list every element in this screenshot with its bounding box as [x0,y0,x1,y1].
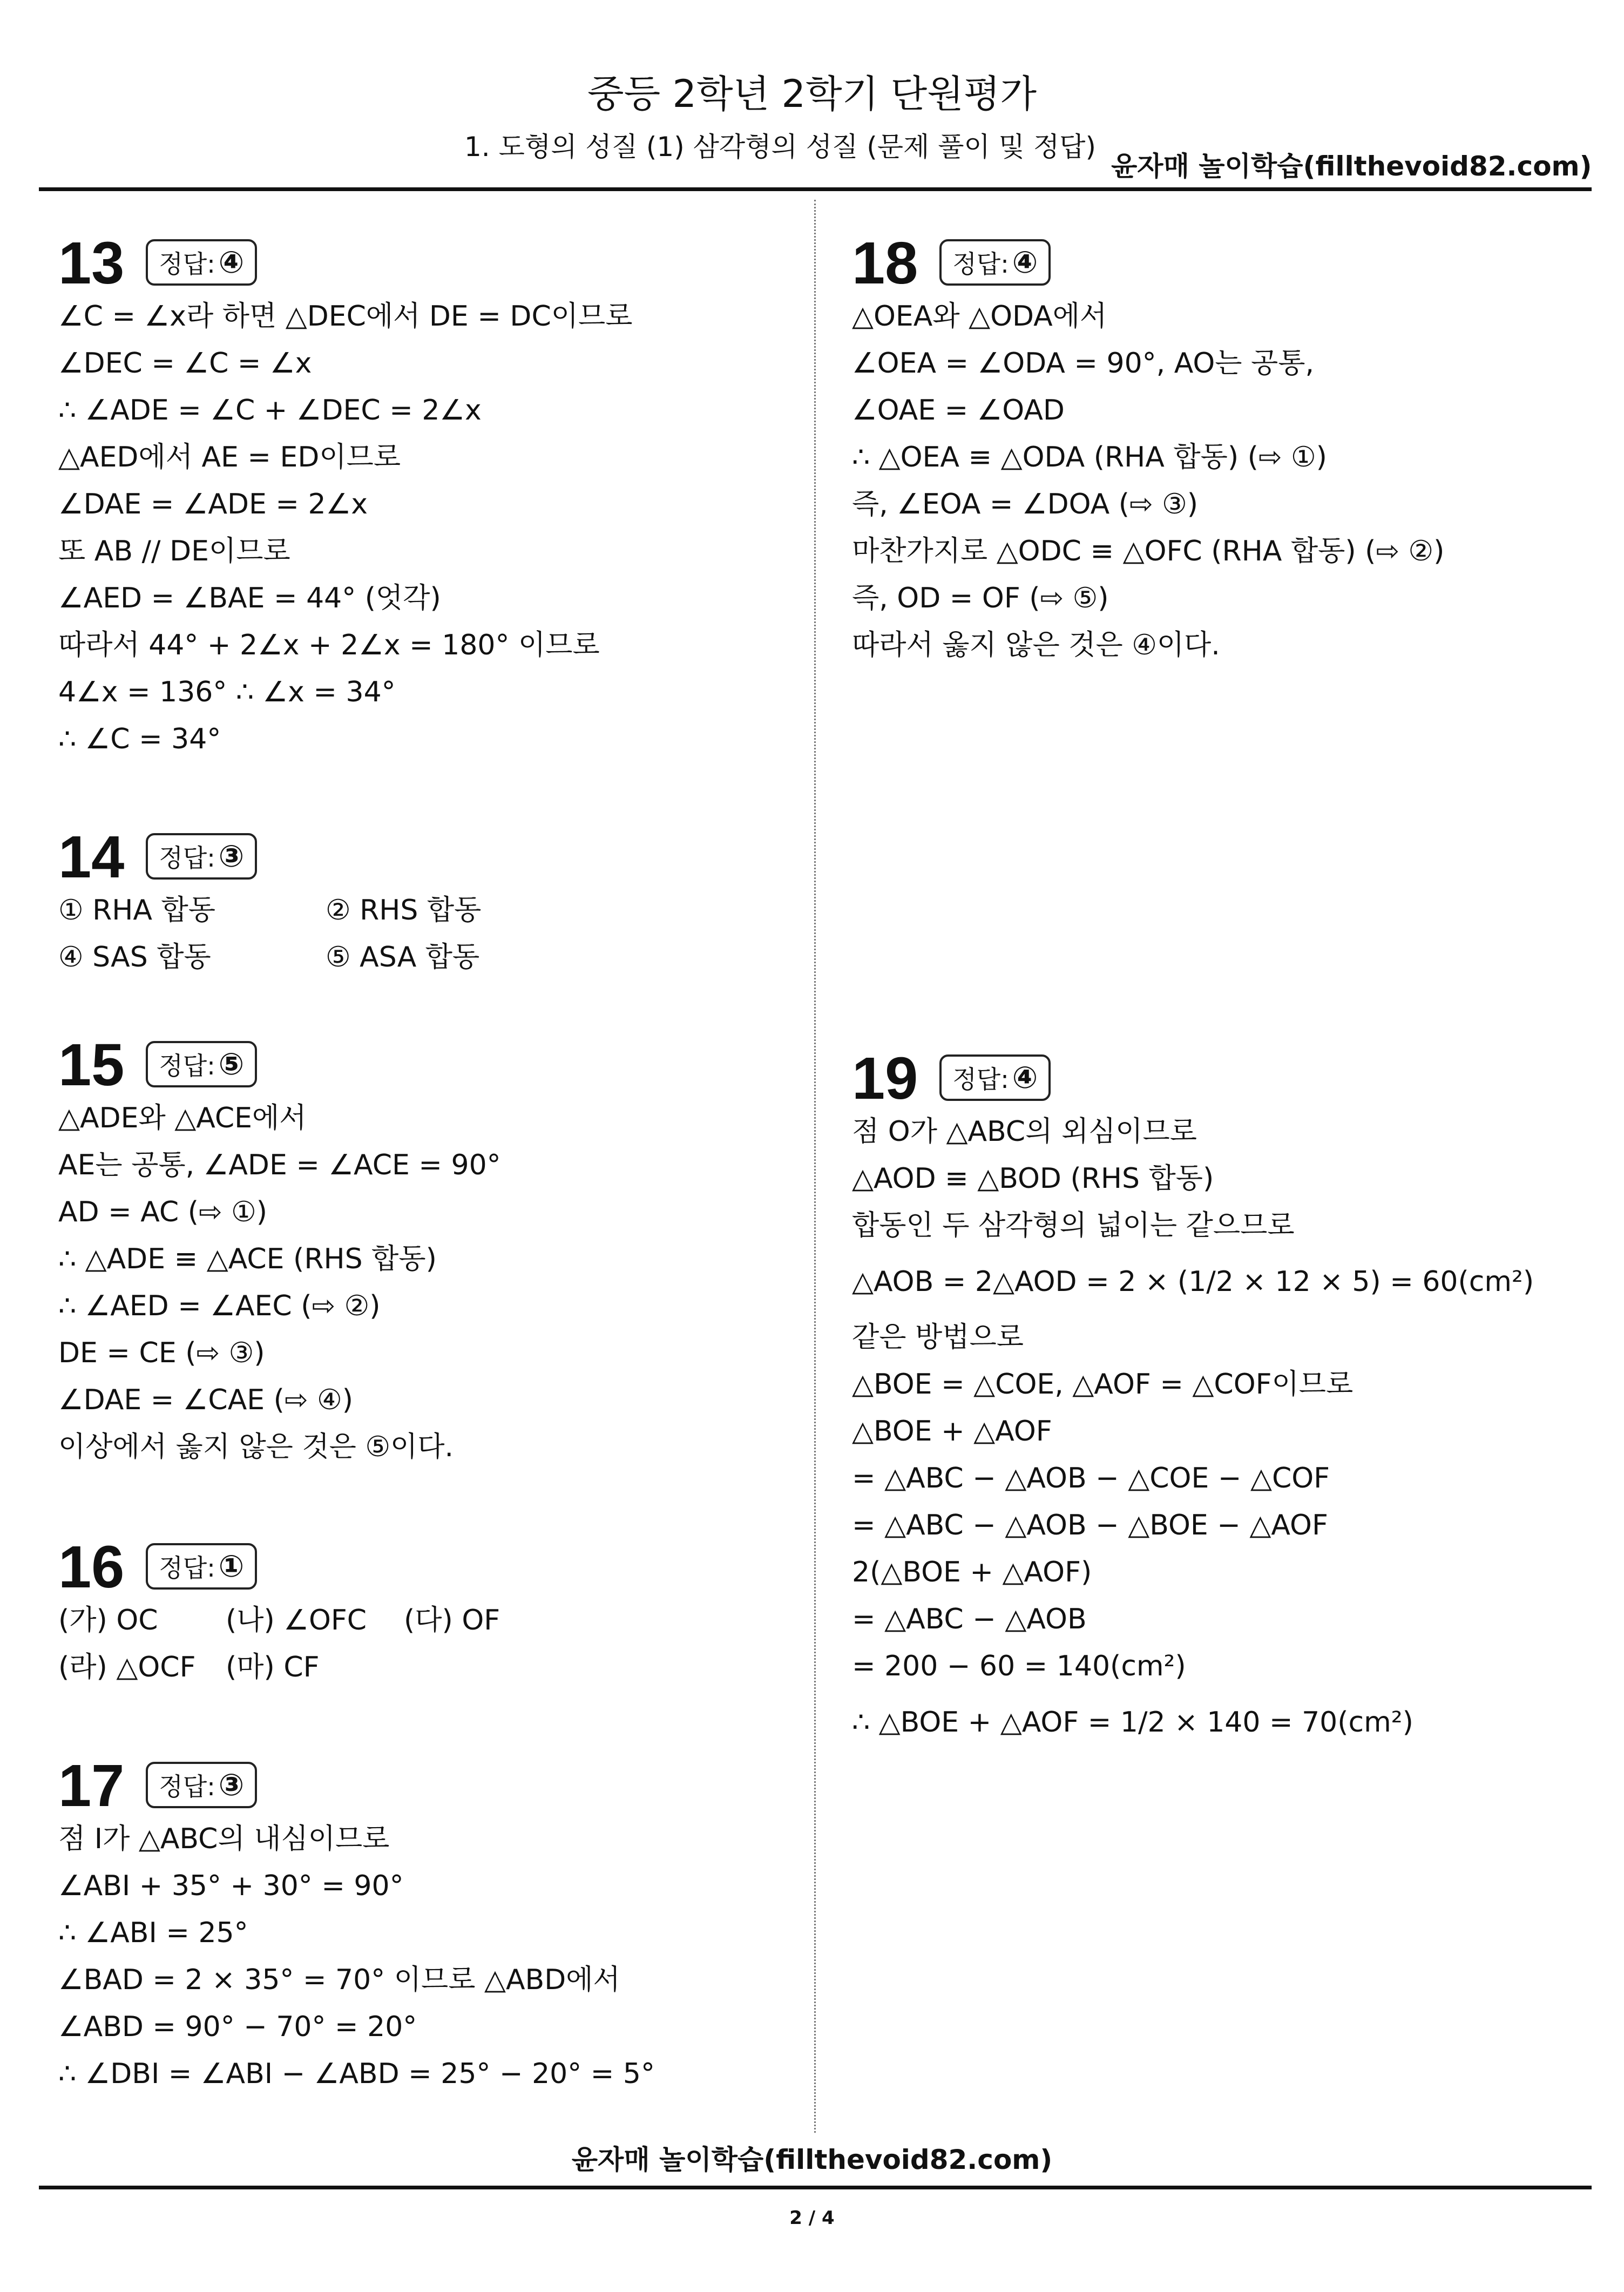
problem-18-header [852,229,1444,296]
header-rule [39,187,1592,191]
solution-line: ∠OEA = ∠ODA = 90°, AO는 공통, [852,347,1315,380]
blank-answer: (라) △OCF [58,1651,196,1683]
solution-line: DE = CE (⇨ ③) [58,1337,265,1369]
choice-item: ① RHA 합동 [58,894,215,927]
footer-rule [39,2186,1592,2189]
problem-19-header [852,1045,1534,1112]
problem-13 [58,229,632,763]
solution-line: ∠OAE = ∠OAD [852,394,1065,427]
solution-line: △OEA와 △ODA에서 [852,300,1107,333]
problem-number: 13 [58,230,125,296]
solution-line: AE는 공통, ∠ADE = ∠ACE = 90° [58,1149,501,1181]
solution-text [58,1816,655,2098]
answer-value: ⑤ [218,1046,245,1082]
solution-line: = 200 − 60 = 140(cm²) [852,1650,1186,1682]
problem-number: 19 [852,1045,918,1112]
solution-line: AD = AC (⇨ ①) [58,1196,268,1228]
solution-line: 합동인 두 삼각형의 넓이는 같으므로 [852,1209,1295,1242]
solution-line: ∠DAE = ∠CAE (⇨ ④) [58,1384,353,1416]
choice-item: ② RHS 합동 [326,894,482,927]
solution-line: ∴ ∠ADE = ∠C + ∠DEC = 2∠x [58,394,482,427]
blank-answer-row [58,1597,500,1644]
problem-17-header [58,1752,655,1819]
problem-13-header [58,229,632,296]
answer-box [146,239,257,286]
choice-item: ④ SAS 합동 [58,941,211,973]
solution-line: 점 I가 △ABC의 내심이므로 [58,1823,390,1855]
solution-text [852,1108,1534,1755]
problem-number: 15 [58,1032,125,1098]
page-number: 2 / 4 [789,2207,835,2229]
header-site-label: 윤자매 놀이학습(fillthevoid82.com) [1111,151,1592,182]
solution-line: ∴ ∠AED = ∠AEC (⇨ ②) [58,1290,381,1322]
solution-line: ∠C = ∠x라 하면 △DEC에서 DE = DC이므로 [58,300,633,333]
solution-line: 2(△BOE + △AOF) [852,1556,1092,1588]
blank-answer: (다) OF [404,1604,500,1637]
problem-number: 16 [58,1534,125,1600]
answer-box [939,1054,1051,1101]
solution-text [58,1095,501,1471]
solution-line: 따라서 옳지 않은 것은 ④이다. [852,629,1220,661]
problem-15 [58,1031,501,1471]
answer-label: 정답 : [159,1549,215,1584]
solution-line: △BOE = △COE, △AOF = △COF이므로 [852,1368,1354,1401]
problem-14-header [58,823,481,890]
solution-line: ∠ABI + 35° + 30° = 90° [58,1870,404,1902]
solution-text [58,293,632,763]
solution-line: △ADE와 △ACE에서 [58,1102,307,1134]
problem-number: 14 [58,824,125,890]
problem-number: 17 [58,1753,125,1819]
answer-box [939,239,1051,286]
solution-line: 4∠x = 136° ∴ ∠x = 34° [58,676,396,708]
answer-label: 정답 : [159,245,215,280]
column-divider [814,200,816,2133]
solution-line: ∴ ∠C = 34° [58,723,221,755]
solution-line: ∠DAE = ∠ADE = 2∠x [58,488,368,520]
choice-item: ⑤ ASA 합동 [326,941,480,973]
solution-line: △AOB = 2△AOD = 2 × (1/2 × 12 × 5) = 60(cm²) [852,1266,1534,1298]
answer-box [146,1041,257,1087]
footer-site-label: 윤자매 놀이학습(fillthevoid82.com) [571,2144,1053,2175]
problem-17 [58,1752,655,2098]
answer-value: ① [218,1549,245,1584]
problem-18 [852,229,1444,669]
answer-value: ③ [218,1767,245,1803]
solution-line: 즉, OD = OF (⇨ ⑤) [852,582,1109,614]
choice-row [58,934,481,981]
solution-line: = △ABC − △AOB − △COE − △COF [852,1462,1330,1495]
answer-box [146,833,257,880]
problem-15-header [58,1031,501,1098]
choice-row [58,887,481,934]
solution-line: = △ABC − △AOB [852,1603,1087,1635]
solution-line: = △ABC − △AOB − △BOE − △AOF [852,1509,1328,1541]
answer-value: ④ [1012,1060,1038,1096]
answer-label: 정답 : [159,1767,215,1803]
blank-answer: (가) OC [58,1604,158,1637]
page-title: 중등 2학년 2학기 단원평가 [587,72,1037,116]
answer-box [146,1762,257,1808]
solution-line: △AOD ≡ △BOD (RHS 합동) [852,1162,1214,1195]
solution-line: 또 AB // DE이므로 [58,535,290,567]
solution-line: 따라서 44° + 2∠x + 2∠x = 180° 이므로 [58,629,600,661]
solution-line: △AED에서 AE = ED이므로 [58,441,401,474]
solution-line: 즉, ∠EOA = ∠DOA (⇨ ③) [852,488,1199,520]
solution-line: 이상에서 옳지 않은 것은 ⑤이다. [58,1431,454,1463]
problem-16-header [58,1533,500,1600]
answer-label: 정답 : [952,245,1009,280]
solution-line: ∠DEC = ∠C = ∠x [58,347,312,380]
solution-text [852,293,1444,669]
blank-answer: (마) CF [226,1651,320,1683]
problem-19 [852,1045,1534,1755]
answer-value: ③ [218,839,245,874]
problem-14 [58,823,481,981]
solution-line: 같은 방법으로 [852,1321,1024,1354]
blank-answer: (나) ∠OFC [226,1604,367,1637]
answer-value: ④ [1012,245,1038,280]
problem-number: 18 [852,230,918,296]
solution-line: ∴ △ADE ≡ △ACE (RHS 합동) [58,1243,437,1275]
answer-value: ④ [218,245,245,280]
solution-line: ∴ ∠DBI = ∠ABI − ∠ABD = 25° − 20° = 5° [58,2058,655,2090]
solution-line: ∠BAD = 2 × 35° = 70° 이므로 △ABD에서 [58,1964,620,1996]
answer-label: 정답 : [159,839,215,874]
answer-label: 정답 : [952,1060,1009,1096]
page-subtitle: 1. 도형의 성질 (1) 삼각형의 성질 (문제 풀이 및 정답) [464,131,1096,163]
solution-line: △BOE + △AOF [852,1415,1052,1448]
solution-line: 점 O가 △ABC의 외심이므로 [852,1115,1197,1148]
solution-line: ∠AED = ∠BAE = 44° (엇각) [58,582,441,614]
solution-line: ∴ ∠ABI = 25° [58,1917,248,1949]
solution-line: ∴ △OEA ≡ △ODA (RHA 합동) (⇨ ①) [852,441,1327,474]
solution-line: ∴ △BOE + △AOF = 1/2 × 140 = 70(cm²) [852,1706,1413,1739]
solution-line: 마찬가지로 △ODC ≡ △OFC (RHA 합동) (⇨ ②) [852,535,1445,567]
answer-box [146,1543,257,1590]
answer-label: 정답 : [159,1046,215,1082]
blank-answer-row [58,1644,500,1691]
problem-16 [58,1533,500,1691]
solution-line: ∠ABD = 90° − 70° = 20° [58,2011,417,2043]
